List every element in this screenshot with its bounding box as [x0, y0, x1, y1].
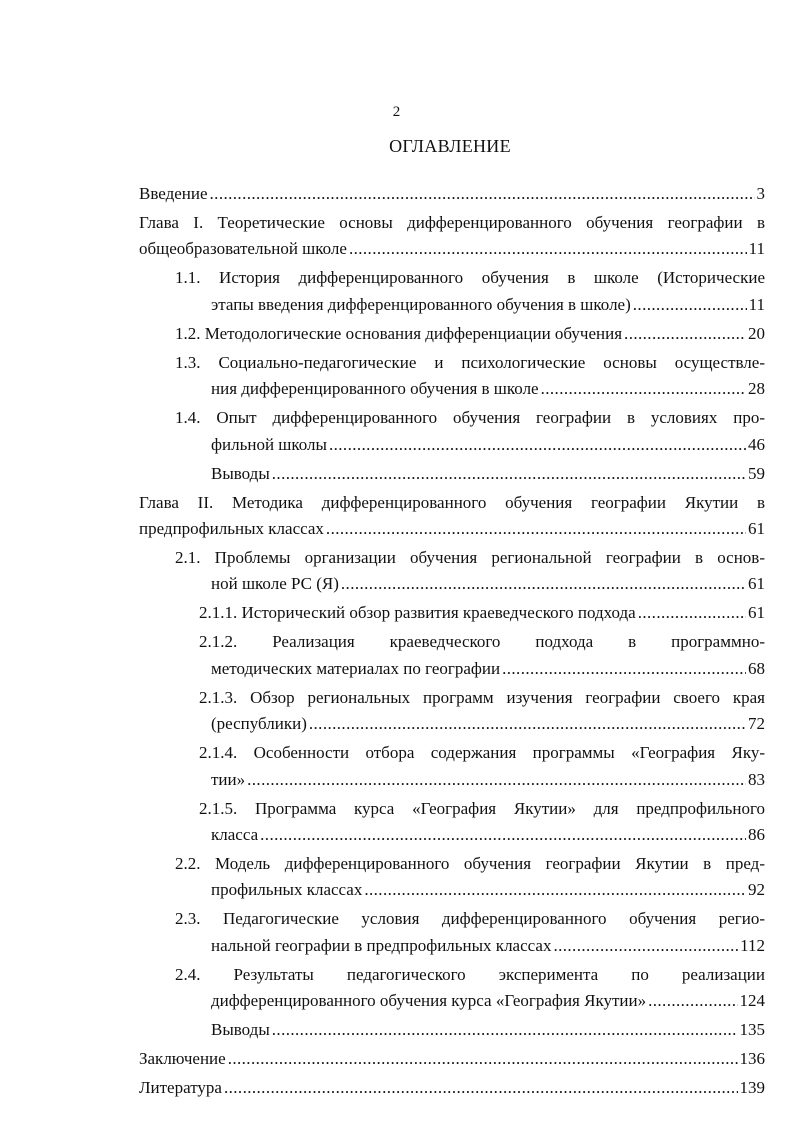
toc-entry-label: 1.2. Методологические основания дифференциации обучения — [175, 323, 623, 343]
toc-leader-dots — [624, 321, 746, 347]
toc-entry[interactable] — [139, 796, 765, 849]
toc-page-number: 28 — [748, 379, 765, 399]
toc-entry[interactable] — [139, 962, 765, 1015]
toc-leader-dots — [210, 181, 755, 207]
toc-entry[interactable] — [139, 405, 765, 458]
toc-entry-heading: 2.4. Результаты педагогического эксперимента по реализации — [175, 964, 765, 984]
toc-entry-label: предпрофильных классах — [139, 519, 324, 539]
toc-page-number: 124 — [739, 991, 765, 1011]
toc-entry-heading: Глава II. Методика дифференцированного обучения географии Якутии в — [139, 492, 765, 512]
toc-entry[interactable] — [139, 1046, 765, 1072]
toc-entry-label: Введение — [139, 184, 208, 203]
toc-entry-heading: 1.3. Социально-педагогические и психологические основы осуществле- — [175, 352, 765, 372]
toc-entry-heading: Глава I. Теоретические основы дифференцированного обучения географии в — [139, 213, 765, 232]
toc-leader-dots — [541, 376, 746, 402]
toc-leader-dots — [272, 1017, 738, 1043]
toc-entry[interactable] — [139, 350, 765, 403]
toc-entry-label: Литература — [139, 1078, 222, 1098]
toc-page-number: 135 — [739, 1020, 765, 1040]
toc-entry-label: ния дифференцированного обучения в школе — [211, 379, 539, 399]
toc-page-number: 92 — [748, 880, 765, 900]
toc-entry-heading: 1.1. История дифференцированного обучения в школе (Исторические — [175, 268, 765, 288]
toc-leader-dots — [260, 822, 746, 848]
toc-leader-dots — [364, 877, 746, 903]
toc-page-number: 59 — [748, 463, 765, 483]
toc-entry-label: 2.1.1. Исторический обзор развития краеведческого подхода — [199, 603, 636, 623]
toc-page-number: 61 — [748, 603, 765, 623]
toc-leader-dots — [349, 236, 747, 262]
toc-entry-label: общеобразовательной школе — [139, 239, 347, 259]
toc-page-number: 139 — [739, 1078, 765, 1098]
toc-entry[interactable] — [139, 685, 765, 738]
toc-entry-heading: 2.1. Проблемы организации обучения региональной географии в основ- — [175, 548, 765, 568]
toc-entry-label: фильной школы — [211, 434, 327, 454]
toc-entry[interactable] — [139, 906, 765, 959]
toc-entry[interactable] — [139, 210, 765, 263]
toc-leader-dots — [638, 600, 746, 626]
toc-page-number: 11 — [748, 294, 765, 314]
toc-entry-heading: 2.1.3. Обзор региональных программ изучения географии своего края — [199, 687, 765, 707]
toc-page-number: 46 — [748, 434, 765, 454]
toc-entry[interactable] — [139, 181, 765, 207]
toc-leader-dots — [228, 1046, 738, 1072]
table-of-contents — [139, 181, 765, 1104]
toc-entry-heading: 2.2. Модель дифференцированного обучения географии Якутии в пред- — [175, 854, 765, 874]
toc-entry[interactable] — [139, 629, 765, 682]
toc-entry-label: Выводы — [211, 463, 270, 483]
toc-leader-dots — [247, 767, 746, 793]
toc-entry[interactable] — [139, 321, 765, 347]
toc-leader-dots — [329, 432, 746, 458]
toc-page-number: 68 — [748, 658, 765, 678]
toc-entry-heading: 2.1.2. Реализация краеведческого подхода в программно- — [199, 632, 765, 652]
toc-entry-heading: 2.3. Педагогические условия дифференцированного обучения регио- — [175, 909, 765, 929]
toc-entry-label: этапы введения дифференцированного обучения в школе) — [211, 294, 631, 314]
toc-page-number: 83 — [748, 769, 765, 789]
toc-leader-dots — [272, 461, 746, 487]
toc-page-number: 72 — [748, 714, 765, 734]
toc-page-number: 3 — [756, 184, 765, 203]
toc-leader-dots — [224, 1075, 738, 1101]
toc-entry-label: Заключение — [139, 1049, 226, 1069]
toc-entry-label: (республики) — [211, 714, 307, 734]
page-title: ОГЛАВЛЕНИЕ — [389, 136, 511, 156]
page-number: 2 — [392, 104, 401, 120]
toc-entry[interactable] — [139, 1075, 765, 1101]
toc-entry-label: дифференцированного обучения курса «География Якутии» — [211, 991, 647, 1011]
toc-entry-label: Выводы — [211, 1020, 270, 1040]
toc-entry[interactable] — [139, 600, 765, 626]
toc-entry-heading: 1.4. Опыт дифференцированного обучения географии в условиях про- — [175, 408, 765, 428]
toc-leader-dots — [326, 516, 746, 542]
toc-page-number: 112 — [740, 935, 765, 955]
toc-leader-dots — [633, 292, 747, 318]
toc-leader-dots — [309, 711, 746, 737]
toc-entry-label: ной школе РС (Я) — [211, 574, 339, 594]
toc-page-number: 11 — [748, 239, 765, 259]
toc-entry-label: нальной географии в предпрофильных классах — [211, 935, 552, 955]
toc-entry-label: методических материалах по географии — [211, 658, 501, 678]
toc-page-number: 136 — [739, 1049, 765, 1069]
toc-page-number: 61 — [748, 519, 765, 539]
toc-entry-label: тии» — [211, 769, 246, 789]
toc-entry[interactable] — [139, 265, 765, 318]
toc-leader-dots — [502, 656, 746, 682]
toc-leader-dots — [553, 933, 738, 959]
toc-page-number: 86 — [748, 825, 765, 845]
toc-leader-dots — [648, 988, 737, 1014]
toc-entry[interactable] — [139, 851, 765, 904]
toc-entry[interactable] — [139, 461, 765, 487]
toc-leader-dots — [341, 571, 746, 597]
toc-entry-label: класса — [211, 825, 259, 845]
toc-entry-label: профильных классах — [211, 880, 363, 900]
toc-page-number: 20 — [748, 323, 765, 343]
toc-entry[interactable] — [139, 545, 765, 598]
toc-entry[interactable] — [139, 1017, 765, 1043]
toc-entry-heading: 2.1.4. Особенности отбора содержания программы «География Яку- — [199, 743, 765, 763]
toc-entry[interactable] — [139, 490, 765, 543]
toc-entry[interactable] — [139, 740, 765, 793]
toc-entry-heading: 2.1.5. Программа курса «География Якутии» для предпрофильного — [199, 798, 765, 818]
toc-page-number: 61 — [748, 574, 765, 594]
